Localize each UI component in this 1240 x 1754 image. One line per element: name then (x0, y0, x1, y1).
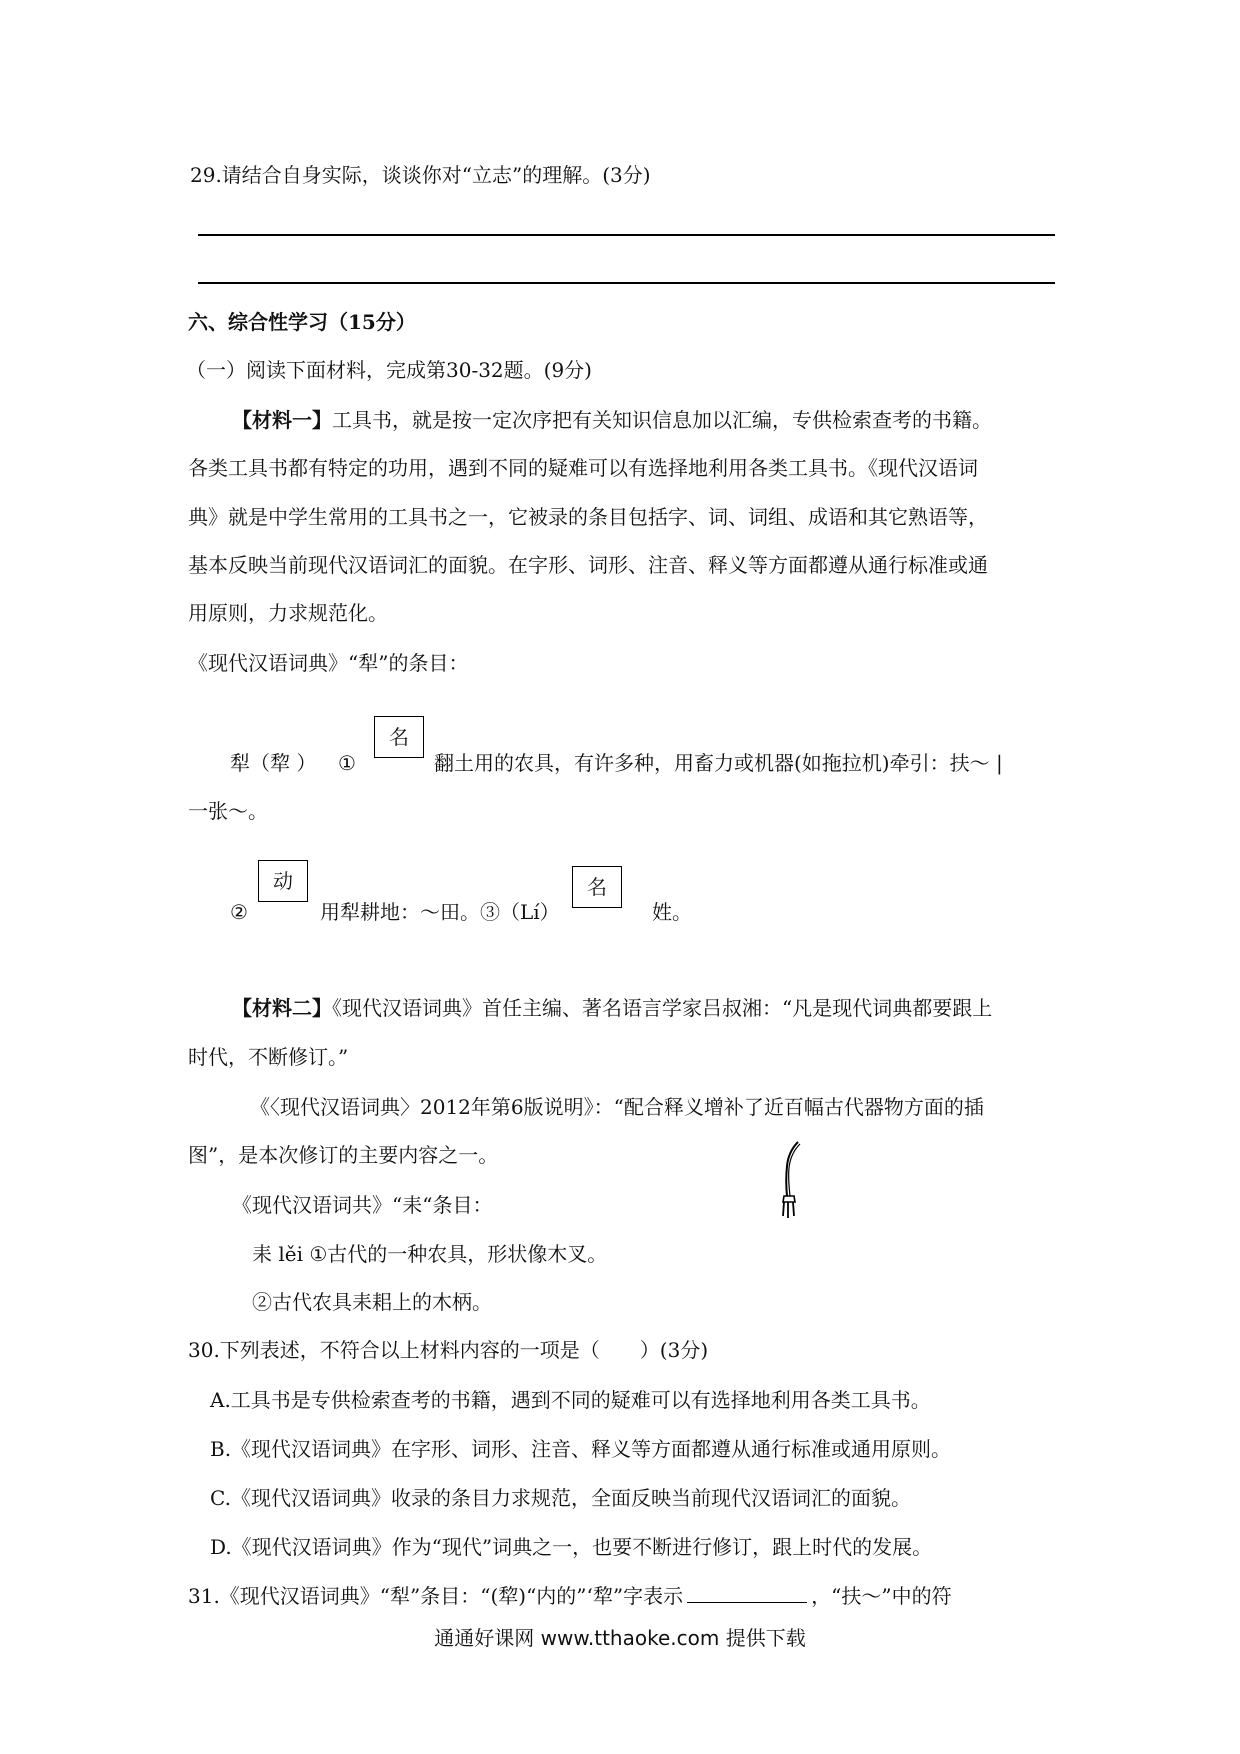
answer-line-2 (198, 282, 1055, 284)
li-sense-1-definition: 翻土用的农具，有许多种，用畜力或机器(如拖拉机)牵引：扶～ | (434, 751, 1003, 775)
material-one-line-4: 基本反映当前现代汉语词汇的面貌。在字形、词形、注音、释义等方面都遵从通行标准或通 (188, 553, 988, 577)
material-two-text-1: 《现代汉语词典》首任主编、著名语言学家吕叔湘：“凡是现代词典都要跟上 (332, 996, 993, 1020)
question-30-option-d: D.《现代汉语词典》作为“现代”词典之一，也要不断进行修订，跟上时代的发展。 (210, 1535, 933, 1559)
material-two-line-2: 时代，不断修订。” (188, 1045, 349, 1069)
question-31-text-1: 31.《现代汉语词典》“犁”条目：“(犂)“内的”‘犂”字表示 (188, 1584, 684, 1608)
material-one-text-1: 工具书，就是按一定次序把有关知识信息加以汇编，专供检索查考的书籍。 (332, 408, 992, 432)
question-31-text-2: ，“扶～”中的符 (811, 1584, 952, 1608)
question-29: 29.请结合自身实际，谈谈你对“立志”的理解。(3分) (190, 163, 651, 187)
answer-line-1 (198, 234, 1055, 236)
part-one-instruction: （一）阅读下面材料，完成第30-32题。(9分) (186, 358, 592, 382)
material-one-label: 【材料一】 (232, 408, 332, 432)
material-two-line-3: 《〈现代汉语词典〉2012年第6版说明》：“配合释义增补了近百幅古代器物方面的插 (250, 1095, 984, 1119)
lei-tool-illustration (770, 1140, 810, 1220)
material-one-line-3: 典》就是中学生常用的工具书之一，它被录的条目包括字、词、词组、成语和其它熟语等， (188, 505, 988, 529)
material-two-label: 【材料二】 (232, 996, 332, 1020)
question-30-stem: 30.下列表述，不符合以上材料内容的一项是（ ）(3分) (188, 1338, 709, 1362)
li-sense-2-number: ② (230, 900, 248, 924)
li-entry-heading: 《现代汉语词典》“犁”的条目： (188, 651, 469, 675)
material-one-line-5: 用原则，力求规范化。 (188, 601, 388, 625)
li-sense-1-examples: 一张～。 (188, 799, 268, 823)
question-30-option-c: C.《现代汉语词典》收录的条目力求规范，全面反映当前现代汉语词汇的面貌。 (210, 1486, 911, 1510)
question-30-option-b: B.《现代汉语词典》在字形、词形、注音、释义等方面都遵从通行标准或通用原则。 (210, 1437, 952, 1461)
section-title: 六、综合性学习（15分） (188, 310, 416, 334)
answer-blank[interactable] (687, 1580, 807, 1603)
pos-box-verb: 动 (258, 860, 308, 902)
lei-sense-2: ②古代农具耒耜上的木柄。 (252, 1290, 492, 1314)
lei-sense-1: 耒 lěi ①古代的一种农具，形状像木叉。 (252, 1242, 608, 1266)
lei-entry-heading: 《现代汉语词共》“耒“条目： (232, 1193, 493, 1217)
material-one-line-1 (232, 405, 992, 435)
li-sense-1-number: ① (338, 751, 356, 775)
page-footer: 通通好课网 www.tthaoke.com 提供下载 (434, 1626, 806, 1650)
question-31 (188, 1580, 952, 1611)
material-two-line-4: 图”，是本次修订的主要内容之一。 (188, 1143, 499, 1167)
li-entry-head: 犁（犂 ） (230, 751, 317, 775)
li-sense-3-definition: 姓。 (652, 900, 692, 924)
pos-box-noun-2: 名 (572, 866, 622, 908)
question-30-option-a: A.工具书是专供检索查考的书籍，遇到不同的疑难可以有选择地利用各类工具书。 (210, 1388, 931, 1412)
pos-box-noun-1: 名 (374, 716, 424, 758)
li-sense-2-definition: 用犁耕地：～田。③（Lí） (320, 900, 560, 924)
material-two-line-1 (232, 993, 992, 1023)
material-one-line-2: 各类工具书都有特定的功用，遇到不同的疑难可以有选择地利用各类工具书。《现代汉语词 (188, 456, 978, 480)
